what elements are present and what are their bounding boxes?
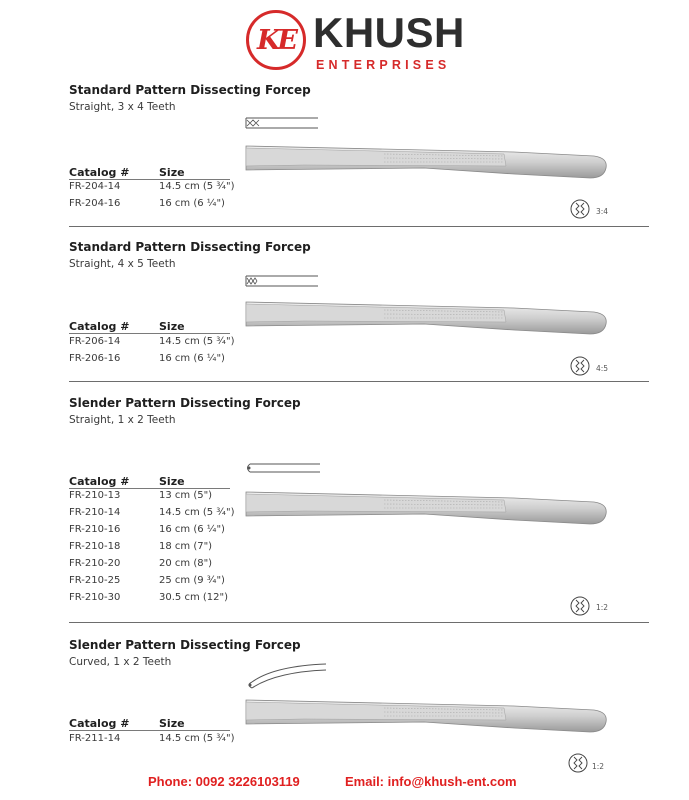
brand-subtitle: ENTERPRISES [316, 58, 451, 72]
catalog-cell: FR-210-18 [69, 541, 121, 552]
teeth-ratio-icon [570, 198, 590, 220]
teeth-ratio-icon [570, 355, 590, 377]
catalog-cell: FR-210-20 [69, 558, 121, 569]
teeth-ratio: 1:2 [596, 603, 609, 612]
forcep-image [244, 694, 610, 742]
catalog-cell: FR-210-25 [69, 575, 121, 586]
size-header: Size [159, 717, 185, 730]
size-cell: 18 cm (7") [159, 541, 213, 552]
size-cell: 14.5 cm (5 ¾") [159, 733, 235, 744]
logo-monogram: KE [256, 24, 296, 56]
curved-tip-detail-icon [244, 660, 330, 690]
forcep-image [244, 140, 610, 188]
logo-emblem [246, 10, 306, 70]
size-cell: 14.5 cm (5 ¾") [159, 507, 235, 518]
size-header: Size [159, 166, 185, 179]
catalog-cell: FR-210-16 [69, 524, 121, 535]
teeth-ratio-icon [570, 595, 590, 617]
teeth-ratio: 3:4 [596, 207, 609, 216]
header-rule [69, 333, 230, 334]
header-rule [69, 488, 230, 489]
catalog-cell: FR-206-16 [69, 353, 121, 364]
section-divider [69, 226, 649, 227]
catalog-header: Catalog # [69, 166, 130, 179]
size-cell: 25 cm (9 ¾") [159, 575, 225, 586]
catalog-cell: FR-210-14 [69, 507, 121, 518]
tip-detail-icon [244, 274, 324, 288]
phone-text: Phone: 0092 3226103119 [148, 774, 300, 789]
catalog-header: Catalog # [69, 717, 130, 730]
size-cell: 13 cm (5") [159, 490, 213, 501]
size-header: Size [159, 475, 185, 488]
section-divider [69, 381, 649, 382]
section-divider [69, 622, 649, 623]
catalog-cell: FR-204-16 [69, 198, 121, 209]
email-text: Email: info@khush-ent.com [345, 774, 517, 789]
size-cell: 14.5 cm (5 ¾") [159, 181, 235, 192]
catalog-cell: FR-211-14 [69, 733, 121, 744]
catalog-header: Catalog # [69, 320, 130, 333]
teeth-ratio-icon [568, 752, 588, 774]
tip-detail-icon [244, 462, 324, 474]
teeth-ratio: 1:2 [592, 762, 605, 771]
product-title: Slender Pattern Dissecting Forcep [69, 396, 301, 410]
brand-logo [246, 9, 465, 80]
size-cell: 30.5 cm (12") [159, 592, 228, 603]
catalog-cell: FR-206-14 [69, 336, 121, 347]
size-cell: 16 cm (6 ¼") [159, 198, 225, 209]
product-subtitle: Straight, 3 x 4 Teeth [69, 101, 176, 113]
forcep-image [244, 486, 610, 534]
tip-detail-icon [244, 116, 324, 130]
product-subtitle: Curved, 1 x 2 Teeth [69, 656, 172, 668]
catalog-cell: FR-210-13 [69, 490, 121, 501]
contact-footer [0, 774, 689, 792]
catalog-cell: FR-210-30 [69, 592, 121, 603]
product-title: Slender Pattern Dissecting Forcep [69, 638, 301, 652]
product-title: Standard Pattern Dissecting Forcep [69, 240, 311, 254]
product-subtitle: Straight, 4 x 5 Teeth [69, 258, 176, 270]
catalog-header: Catalog # [69, 475, 130, 488]
forcep-image [244, 296, 610, 344]
header-rule [69, 179, 230, 180]
product-subtitle: Straight, 1 x 2 Teeth [69, 414, 176, 426]
catalog-cell: FR-204-14 [69, 181, 121, 192]
product-title: Standard Pattern Dissecting Forcep [69, 83, 311, 97]
size-cell: 16 cm (6 ¼") [159, 353, 225, 364]
brand-name: KHUSH [313, 9, 465, 56]
teeth-ratio: 4:5 [596, 364, 609, 373]
header-rule [69, 730, 230, 731]
size-header: Size [159, 320, 185, 333]
size-cell: 16 cm (6 ¼") [159, 524, 225, 535]
size-cell: 20 cm (8") [159, 558, 213, 569]
size-cell: 14.5 cm (5 ¾") [159, 336, 235, 347]
